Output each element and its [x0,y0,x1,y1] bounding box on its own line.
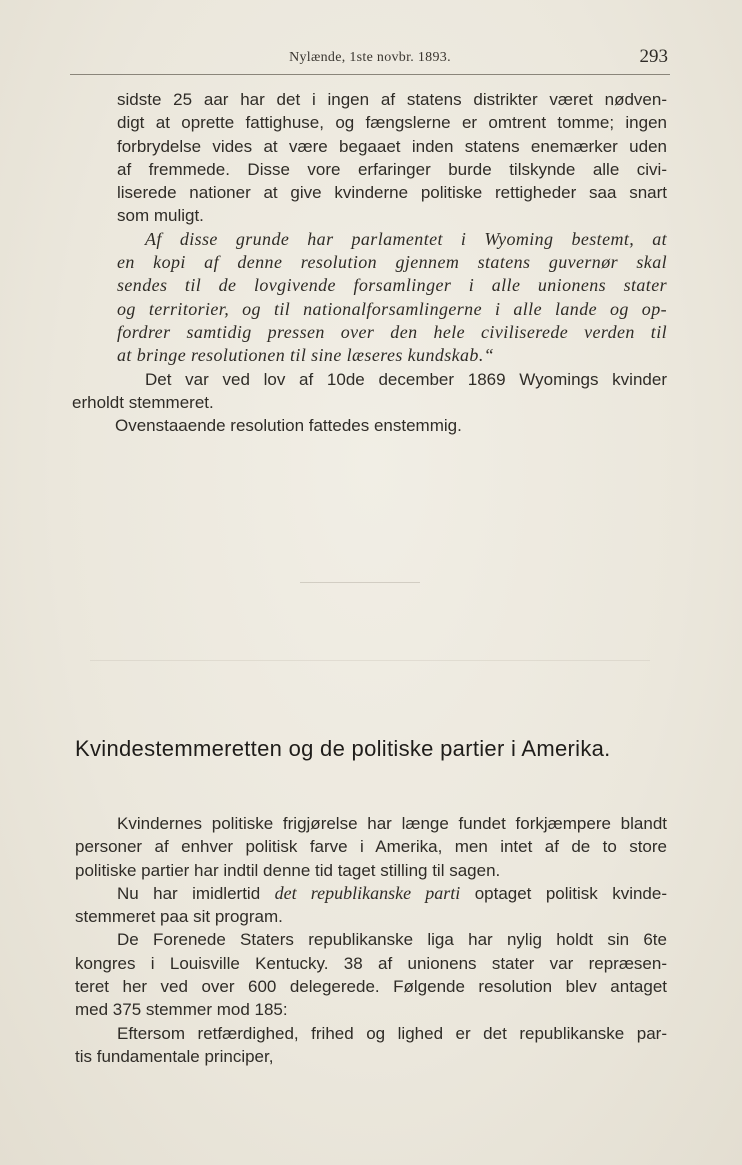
text-line: kongres i Louisville Kentucky. 38 af unionens stater var repræsen- [75,953,667,973]
text-line: Det var ved lov af 10de december 1869 Wyomings kvinder [145,369,667,389]
italic-line: sendes til de lovgivende forsamlinger i alle unionens stater [117,275,667,296]
text-line: med 375 stemmer mod 185: [75,1000,288,1020]
italic-line: en kopi af denne resolution gjennem statens guvernør skal [117,252,667,273]
italic-line: og territorier, og til nationalforsamlingerne i alle lande og op- [117,298,667,319]
text-line: personer af enhver politisk farve i Amerika, men intet af de to store [75,837,667,857]
text-line: af fremmede. Disse vore erfaringer burde tilskynde alle civi- [117,159,667,179]
text-line [75,882,667,905]
text-line: som muligt. [117,206,204,226]
section-1-text [72,88,667,437]
text-span: Nu har imidlertid [117,883,261,903]
italic-line: fordrer samtidig pressen over den hele civiliserede verden til [117,321,667,342]
text-line: Kvindernes politiske frigjørelse har længe fundet forkjæmpere blandt [117,814,667,833]
text-line: sidste 25 aar har det i ingen af statens distrikter været nødven- [117,90,667,109]
text-span: optaget politisk kvinde- [474,883,667,903]
running-header [70,44,670,75]
text-line: erholdt stemmeret. [72,392,214,412]
text-line: De Forenede Staters republikanske liga har nylig holdt sin 6te [117,930,667,950]
text-line: liserede nationer at give kvinderne politiske rettigheder saa snart [117,183,667,203]
page-number: 293 [639,46,668,67]
italic-line: at bringe resolutionen til sine læseres kundskab.“ [117,345,495,366]
text-line: teret her ved over 600 delegerede. Følgende resolution blev antaget [75,977,667,997]
closing-line: Ovenstaaende resolution fattedes enstemmig. [115,416,462,436]
text-line: politiske partier har indtil denne tid taget stilling til sagen. [75,860,501,880]
running-title: Nylænde, 1ste novbr. 1893. [289,50,451,65]
section-heading: Kvindestemmeretten og de politiske partier i Amerika. [75,736,611,761]
text-line: tis fundamentale principer, [75,1046,274,1066]
text-line: stemmeret paa sit program. [75,907,283,927]
section-2-text [75,812,667,1068]
italic-span: det republikanske parti [274,882,461,903]
text-line: digt at oprette fattighuse, og fængslerne er omtrent tomme; ingen [117,113,667,133]
italic-line: Af disse grunde har parlamentet i Wyoming bestemt, at [145,228,667,249]
text-line: Eftersom retfærdighed, frihed og lighed er det republikanske par- [117,1023,667,1043]
text-line: forbrydelse vides at være begaaet inden statens enemærker uden [117,136,667,156]
